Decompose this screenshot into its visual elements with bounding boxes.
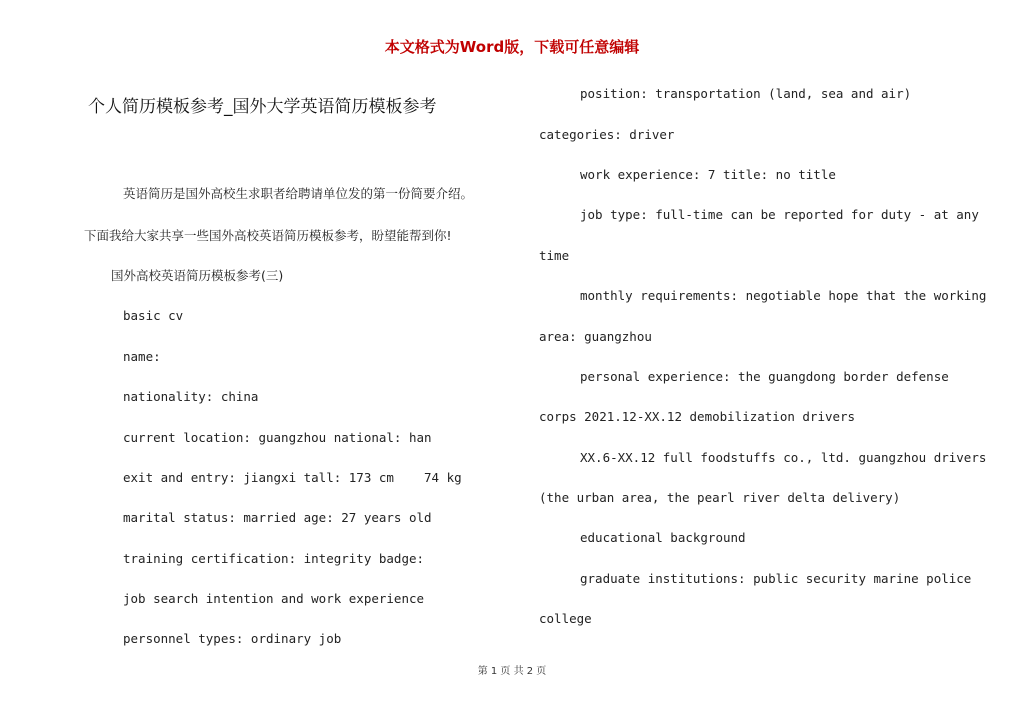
- cv-line: marital status: married age: 27 years old: [123, 510, 432, 525]
- cv-line: nationality: china: [123, 389, 259, 404]
- cv-line: graduate institutions: public security marine police: [580, 571, 972, 586]
- cv-line: college: [539, 611, 592, 626]
- intro-line-1: 英语简历是国外高校生求职者给聘请单位发的第一份简要介绍。: [123, 186, 474, 201]
- cv-line: personal experience: the guangdong border defense: [580, 369, 949, 384]
- cv-line: (the urban area, the pearl river delta delivery): [539, 490, 901, 505]
- cv-line: educational background: [580, 530, 746, 545]
- section-heading: 国外高校英语简历模板参考(三): [111, 268, 284, 283]
- cv-line: work experience: 7 title: no title: [580, 167, 836, 182]
- cv-line: position: transportation (land, sea and air): [580, 86, 912, 101]
- intro-line-2: 下面我给大家共享一些国外高校英语简历模板参考，盼望能帮到你!: [84, 228, 452, 243]
- cv-line: training certification: integrity badge:: [123, 551, 425, 566]
- cv-line: personnel types: ordinary job: [123, 631, 342, 646]
- cv-line: basic cv: [123, 308, 184, 323]
- page-number: 第 1 页 共 2 页: [477, 666, 547, 677]
- cv-line: job search intention and work experience: [123, 591, 425, 606]
- cv-line: job type: full-time can be reported for duty - at any: [580, 207, 979, 222]
- cv-line: time: [539, 248, 570, 263]
- cv-line: exit and entry: jiangxi tall: 173 cm 74 kg: [123, 470, 462, 485]
- cv-line: name:: [123, 349, 161, 364]
- cv-line: XX.6-XX.12 full foodstuffs co., ltd. guangzhou drivers: [580, 450, 987, 465]
- word-format-banner: 本文格式为Word版，下载可任意编辑: [384, 38, 640, 56]
- cv-line: categories: driver: [539, 127, 675, 142]
- cv-line: corps 2021.12-XX.12 demobilization drivers: [539, 409, 856, 424]
- cv-line: current location: guangzhou national: han: [123, 430, 432, 445]
- cv-line: monthly requirements: negotiable hope that the working: [580, 288, 987, 303]
- cv-line: area: guangzhou: [539, 329, 652, 344]
- document-title: 个人简历模板参考_国外大学英语简历模板参考: [88, 97, 437, 117]
